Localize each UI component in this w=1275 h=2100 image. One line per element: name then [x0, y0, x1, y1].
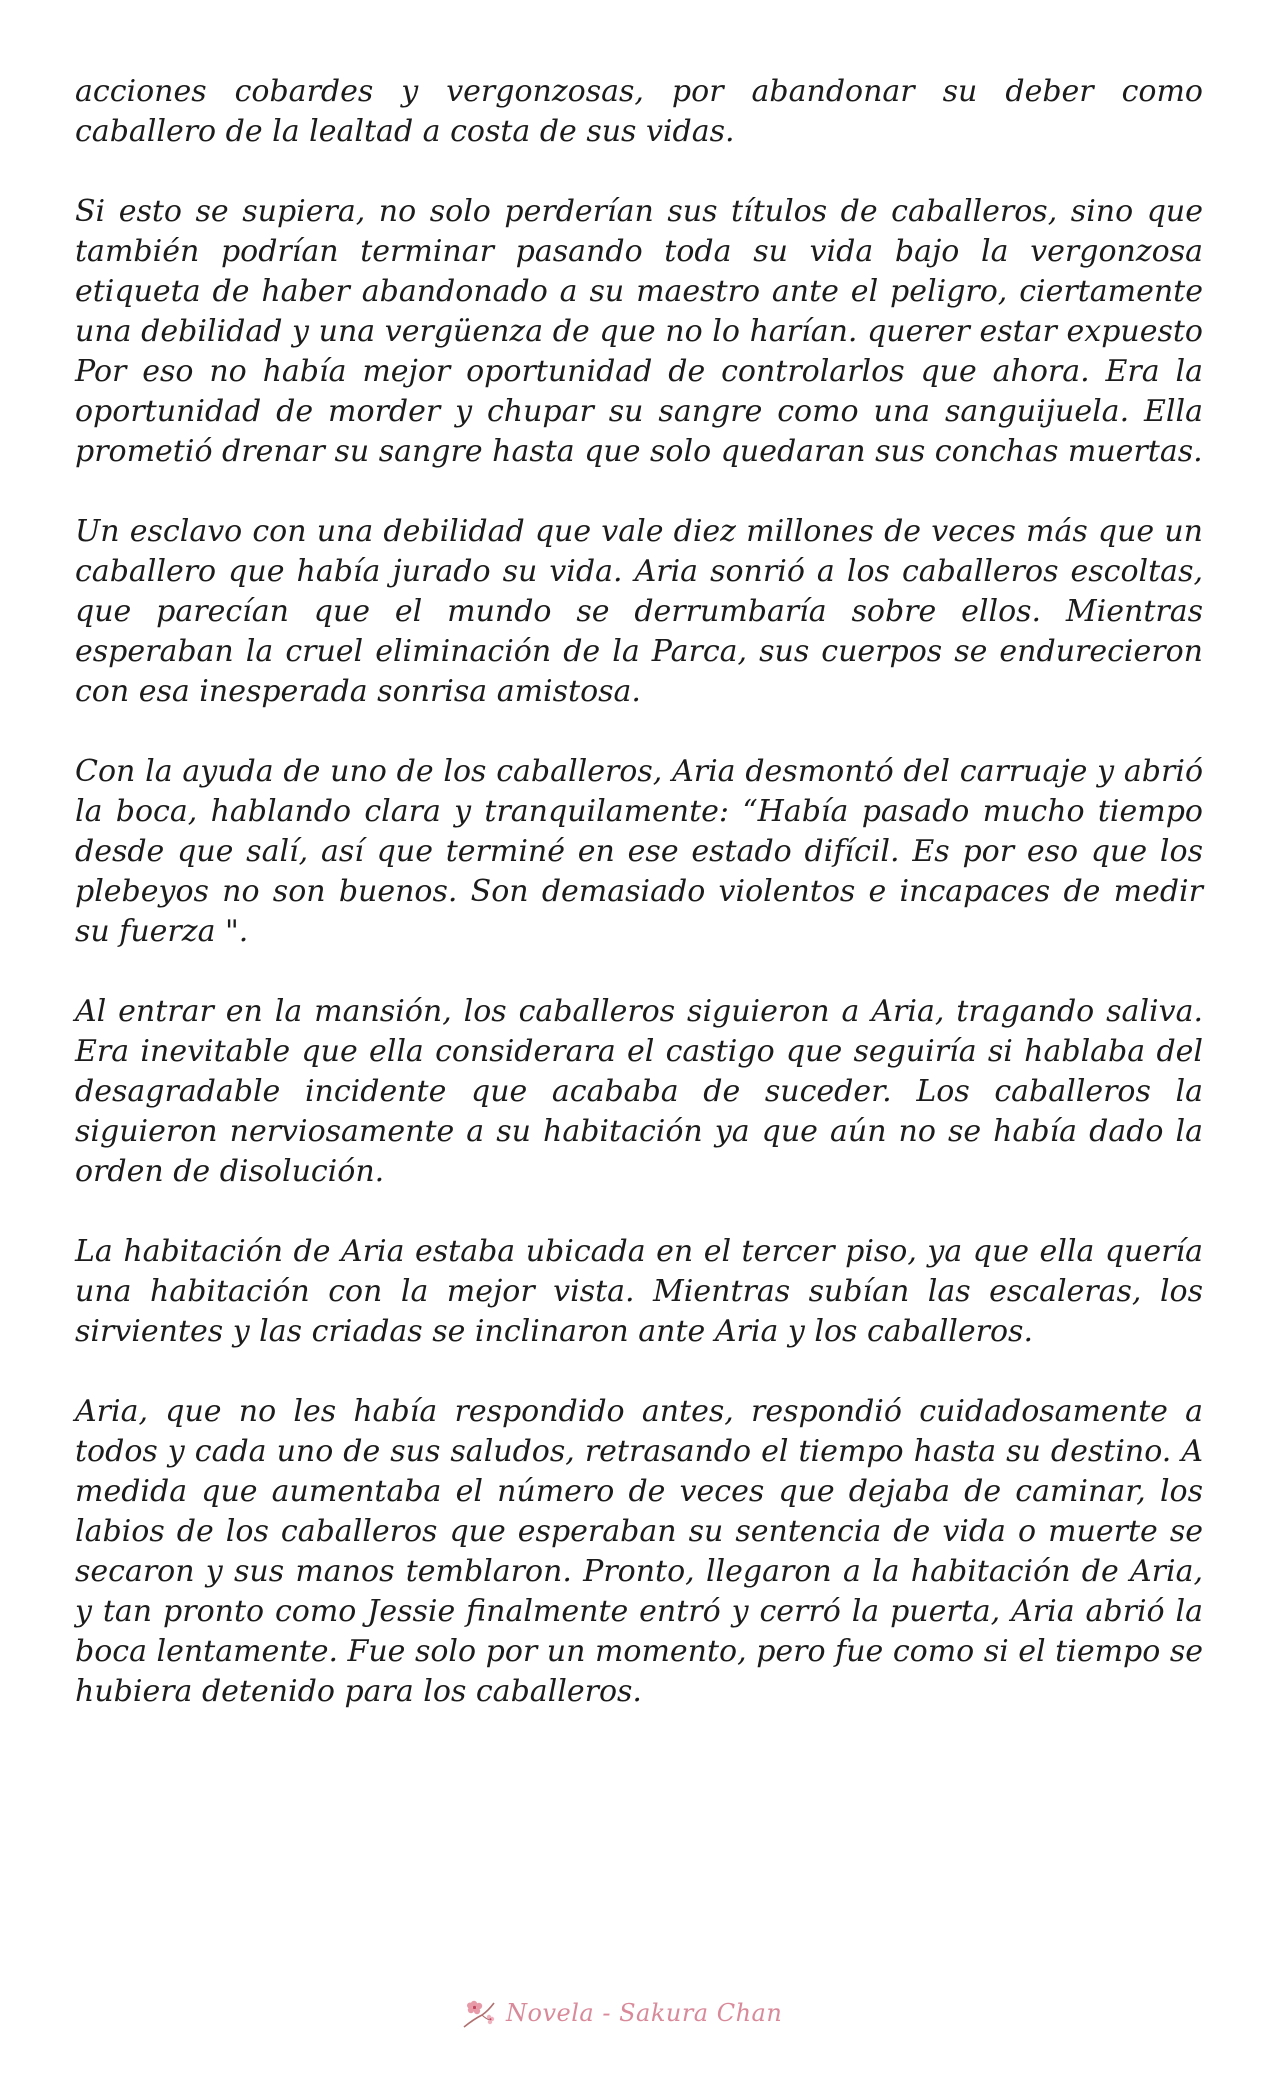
- paragraph-4: Con la ayuda de uno de los caballeros, Aria desmontó del carruaje y abrió la boca, hablando clara y tranquilamente: “Había pasado mucho tiempo desde que salí, así que terminé en ese estado difícil. Es por eso que los plebeyos no son buenos. Son demasiado violentos e incapaces de medir su fuerza ".: [75, 754, 1203, 949]
- paragraph-5: Al entrar en la mansión, los caballeros siguieron a Aria, tragando saliva. Era inevitable que ella considerara el castigo que seguiría si hablaba del desagradable incidente que acababa de suceder. Los caballeros la siguieron nerviosamente a su habitación ya que aún no se había dado la orden de disolución.: [75, 994, 1203, 1189]
- text-body: [75, 72, 1203, 1752]
- paragraph-6: La habitación de Aria estaba ubicada en el tercer piso, ya que ella quería una habitación con la mejor vista. Mientras subían las escaleras, los sirvientes y las criadas se inclinaron ante Aria y los caballeros.: [75, 1234, 1203, 1349]
- watermark: [460, 1990, 840, 2036]
- paragraph-3: Un esclavo con una debilidad que vale diez millones de veces más que un caballero que había jurado su vida. Aria sonrió a los caballeros escoltas, que parecían que el mundo se derrumbaría sobre ellos. Mientras esperaban la cruel eliminación de la Parca, sus cuerpos se endurecieron con esa inesperada sonrisa amistosa.: [75, 514, 1203, 709]
- paragraph-7: Aria, que no les había respondido antes, respondió cuidadosamente a todos y cada uno de sus saludos, retrasando el tiempo hasta su destino. A medida que aumentaba el número de veces que dejaba de caminar, los labios de los caballeros que esperaban su sentencia de vida o muerte se secaron y sus manos temblaron. Pronto, llegaron a la habitación de Aria, y tan pronto como Jessie finalmente entró y cerró la puerta, Aria abrió la boca lentamente. Fue solo por un momento, pero fue como si el tiempo se hubiera detenido para los caballeros.: [75, 1394, 1203, 1709]
- watermark-text: Novela - Sakura Chan: [506, 1999, 783, 2027]
- cherry-blossom-icon: [460, 1993, 500, 2033]
- paragraph-1: acciones cobardes y vergonzosas, por abandonar su deber como caballero de la lealtad a costa de sus vidas.: [75, 74, 1203, 149]
- paragraph-2: Si esto se supiera, no solo perderían sus títulos de caballeros, sino que también podrían terminar pasando toda su vida bajo la vergonzosa etiqueta de haber abandonado a su maestro ante el peligro, ciertamente una debilidad y una vergüenza de que no lo harían. querer estar expuesto Por eso no había mejor oportunidad de controlarlos que ahora. Era la oportunidad de morder y chupar su sangre como una sanguijuela. Ella prometió drenar su sangre hasta que solo quedaran sus conchas muertas.: [75, 194, 1203, 469]
